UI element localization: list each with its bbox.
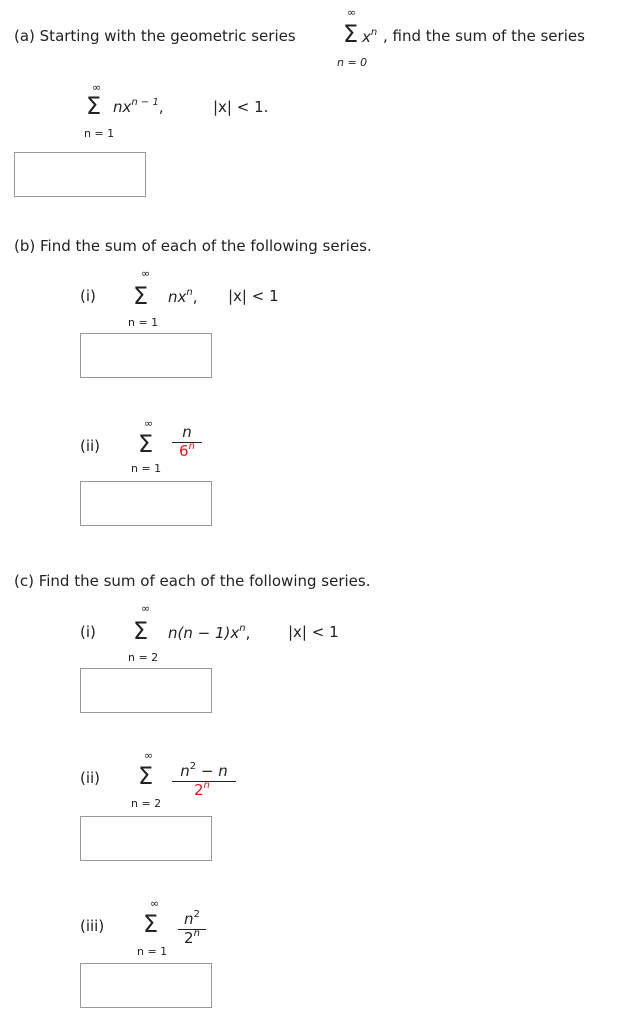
item-label: (i): [80, 623, 96, 641]
answer-b-i-input[interactable]: [80, 333, 212, 378]
answer-c-ii-input[interactable]: [80, 816, 212, 861]
sigma-icon: Σ: [133, 617, 149, 645]
sum-upper-limit: ∞: [141, 602, 151, 615]
sum-upper-limit: ∞: [144, 749, 154, 762]
part-c-heading: (c) Find the sum of each of the following series.: [14, 572, 371, 590]
series-condition: |x| < 1: [228, 287, 279, 305]
sum-lower-limit: n = 1: [137, 945, 168, 958]
sigma-icon: Σ: [143, 910, 159, 938]
series-fraction: $\frac{n^2}{2^n}$: [178, 911, 206, 947]
answer-c-i-input[interactable]: [80, 668, 212, 713]
sum-lower-limit: n = 1: [84, 127, 115, 140]
part-a-text-after: , find the sum of the series: [383, 27, 585, 45]
sigma-icon: Σ: [138, 430, 154, 458]
item-label: (ii): [80, 769, 101, 787]
sum-upper-limit: ∞: [150, 897, 160, 910]
series-term: $x^n$: [362, 27, 378, 46]
sum-lower-limit: n = 2: [131, 797, 162, 810]
item-label: (iii): [80, 917, 105, 935]
answer-c-iii-input[interactable]: [80, 963, 212, 1008]
sum-upper-limit: ∞: [92, 81, 102, 94]
series-fraction: $\frac{n^2 - n}{2^n}$: [172, 763, 236, 799]
series-condition: |x| < 1.: [213, 98, 269, 116]
item-label: (i): [80, 287, 96, 305]
answer-b-ii-input[interactable]: [80, 481, 212, 526]
sum-lower-limit: n = 1: [128, 316, 159, 329]
sigma-icon: Σ: [343, 20, 359, 48]
sum-lower-limit: n = 1: [131, 462, 162, 475]
series-term: $nx^{n - 1}$,: [113, 97, 164, 116]
sum-upper-limit: ∞: [141, 267, 151, 280]
series-term: $nx^n$,: [168, 287, 198, 306]
series-fraction: $\frac{n}{6^n}$: [172, 424, 202, 460]
answer-a-input[interactable]: [14, 152, 146, 197]
item-label: (ii): [80, 437, 101, 455]
sigma-icon: Σ: [133, 282, 149, 310]
series-term: $n(n - 1)x^n$,: [168, 623, 251, 642]
part-a-text: (a) Starting with the geometric series: [14, 27, 296, 45]
series-condition: |x| < 1: [288, 623, 339, 641]
sum-upper-limit: ∞: [347, 6, 357, 19]
sum-lower-limit: n = 0: [337, 56, 368, 69]
part-b-heading: (b) Find the sum of each of the following series.: [14, 237, 372, 255]
sum-lower-limit: n = 2: [128, 651, 159, 664]
sigma-icon: Σ: [138, 762, 154, 790]
sigma-icon: Σ: [86, 92, 102, 120]
sum-upper-limit: ∞: [144, 417, 154, 430]
